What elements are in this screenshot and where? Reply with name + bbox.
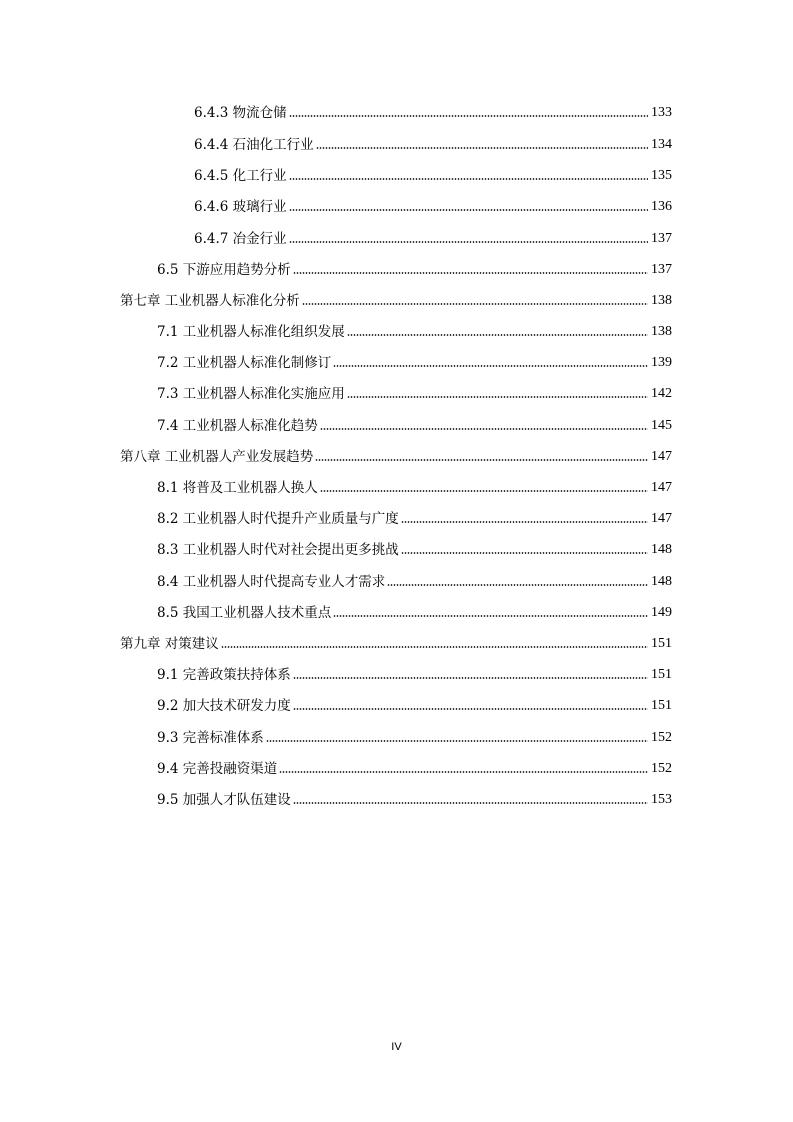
toc-entry[interactable]	[157, 381, 672, 403]
toc-entry[interactable]	[157, 475, 672, 497]
toc-entry-page: 135	[651, 168, 672, 183]
toc-entry-page: 151	[651, 667, 672, 682]
toc-entry[interactable]	[194, 163, 672, 185]
toc-entry-page: 147	[651, 480, 672, 495]
toc-dot-leader	[401, 520, 648, 524]
toc-entry-label: 7.1 工业机器人标准化组织发展	[157, 324, 345, 340]
toc-entry[interactable]	[157, 319, 672, 341]
toc-entry-page: 145	[651, 418, 672, 433]
toc-entry-label: 9.2 加大技术研发力度	[157, 698, 291, 714]
toc-entry-page: 137	[651, 262, 672, 277]
toc-dot-leader	[289, 208, 648, 212]
toc-dot-leader	[289, 240, 648, 244]
toc-entry-label: 7.2 工业机器人标准化制修订	[157, 355, 332, 371]
toc-dot-leader	[401, 551, 648, 555]
toc-dot-leader	[279, 770, 648, 774]
toc-entry-label: 9.5 加强人才队伍建设	[157, 792, 291, 808]
toc-dot-leader	[347, 395, 648, 399]
toc-entry[interactable]	[157, 350, 672, 372]
toc-entry[interactable]	[157, 537, 672, 559]
toc-entry-page: 138	[651, 293, 672, 308]
toc-dot-leader	[347, 333, 648, 337]
toc-entry[interactable]	[157, 662, 672, 684]
toc-entry-page: 153	[651, 792, 672, 807]
toc-entry-label: 6.4.3 物流仓储	[194, 105, 287, 121]
toc-entry-page: 149	[651, 605, 672, 620]
toc-entry-page: 139	[651, 355, 672, 370]
toc-entry-label: 第七章 工业机器人标准化分析	[120, 293, 300, 309]
toc-entry-label: 9.3 完善标准体系	[157, 730, 264, 746]
toc-entry-page: 151	[651, 698, 672, 713]
toc-entry-label: 第八章 工业机器人产业发展趋势	[120, 449, 314, 465]
toc-entry[interactable]	[120, 631, 672, 653]
toc-entry-page: 152	[651, 730, 672, 745]
toc-entry-page: 148	[651, 542, 672, 557]
toc-entry-page: 147	[651, 449, 672, 464]
toc-entry-label: 7.3 工业机器人标准化实施应用	[157, 386, 345, 402]
toc-entry-label: 6.4.6 玻璃行业	[194, 199, 287, 215]
toc-entry[interactable]	[194, 132, 672, 154]
toc-dot-leader	[320, 427, 648, 431]
toc-entry-label: 8.3 工业机器人时代对社会提出更多挑战	[157, 542, 399, 558]
toc-dot-leader	[289, 177, 648, 181]
toc-entry-label: 6.4.5 化工行业	[194, 168, 287, 184]
toc-entry[interactable]	[157, 693, 672, 715]
toc-entry-label: 9.1 完善政策扶持体系	[157, 667, 291, 683]
toc-entry-label: 9.4 完善投融资渠道	[157, 761, 278, 777]
toc-entry-page: 133	[651, 105, 672, 120]
toc-entry[interactable]	[157, 257, 672, 279]
toc-entry-page: 148	[651, 574, 672, 589]
toc-entry[interactable]	[157, 756, 672, 778]
toc-entry-label: 6.4.7 冶金行业	[194, 231, 287, 247]
toc-entry-label: 第九章 对策建议	[120, 636, 219, 652]
toc-entry-label: 6.5 下游应用趋势分析	[157, 262, 291, 278]
toc-entry-label: 7.4 工业机器人标准化趋势	[157, 418, 318, 434]
toc-entry-page: 142	[651, 386, 672, 401]
toc-entry[interactable]	[157, 787, 672, 809]
toc-entry-page: 152	[651, 761, 672, 776]
toc-dot-leader	[289, 114, 648, 118]
toc-dot-leader	[316, 146, 648, 150]
page-number: IV	[391, 1041, 402, 1053]
toc-entry[interactable]	[120, 444, 672, 466]
toc-dot-leader	[315, 458, 648, 462]
toc-entry-label: 6.4.4 石油化工行业	[194, 137, 314, 153]
toc-entry[interactable]	[120, 288, 672, 310]
toc-dot-leader	[320, 489, 648, 493]
toc-entry-label: 8.2 工业机器人时代提升产业质量与广度	[157, 511, 399, 527]
toc-entry[interactable]	[194, 194, 672, 216]
toc-dot-leader	[302, 302, 648, 306]
toc-dot-leader	[293, 707, 648, 711]
toc-dot-leader	[221, 645, 648, 649]
toc-entry-page: 138	[651, 324, 672, 339]
toc-entry[interactable]	[157, 506, 672, 528]
toc-entry-label: 8.5 我国工业机器人技术重点	[157, 605, 332, 621]
toc-dot-leader	[333, 614, 648, 618]
toc-dot-leader	[293, 271, 648, 275]
toc-entry-page: 136	[651, 199, 672, 214]
toc-entry[interactable]	[157, 600, 672, 622]
toc-dot-leader	[266, 739, 648, 743]
toc-entry[interactable]	[157, 413, 672, 435]
toc-entry[interactable]	[194, 226, 672, 248]
toc-entry-page: 147	[651, 511, 672, 526]
toc-entry-page: 134	[651, 137, 672, 152]
toc-dot-leader	[293, 801, 648, 805]
toc-entry[interactable]	[157, 725, 672, 747]
toc-dot-leader	[387, 583, 648, 587]
toc-entry-page: 151	[651, 636, 672, 651]
toc-entry[interactable]	[157, 569, 672, 591]
toc-entry[interactable]	[194, 100, 672, 122]
toc-entry-label: 8.1 将普及工业机器人换人	[157, 480, 318, 496]
toc-dot-leader	[333, 364, 648, 368]
toc-entry-label: 8.4 工业机器人时代提高专业人才需求	[157, 574, 386, 590]
toc-entry-page: 137	[651, 231, 672, 246]
toc-dot-leader	[293, 676, 648, 680]
